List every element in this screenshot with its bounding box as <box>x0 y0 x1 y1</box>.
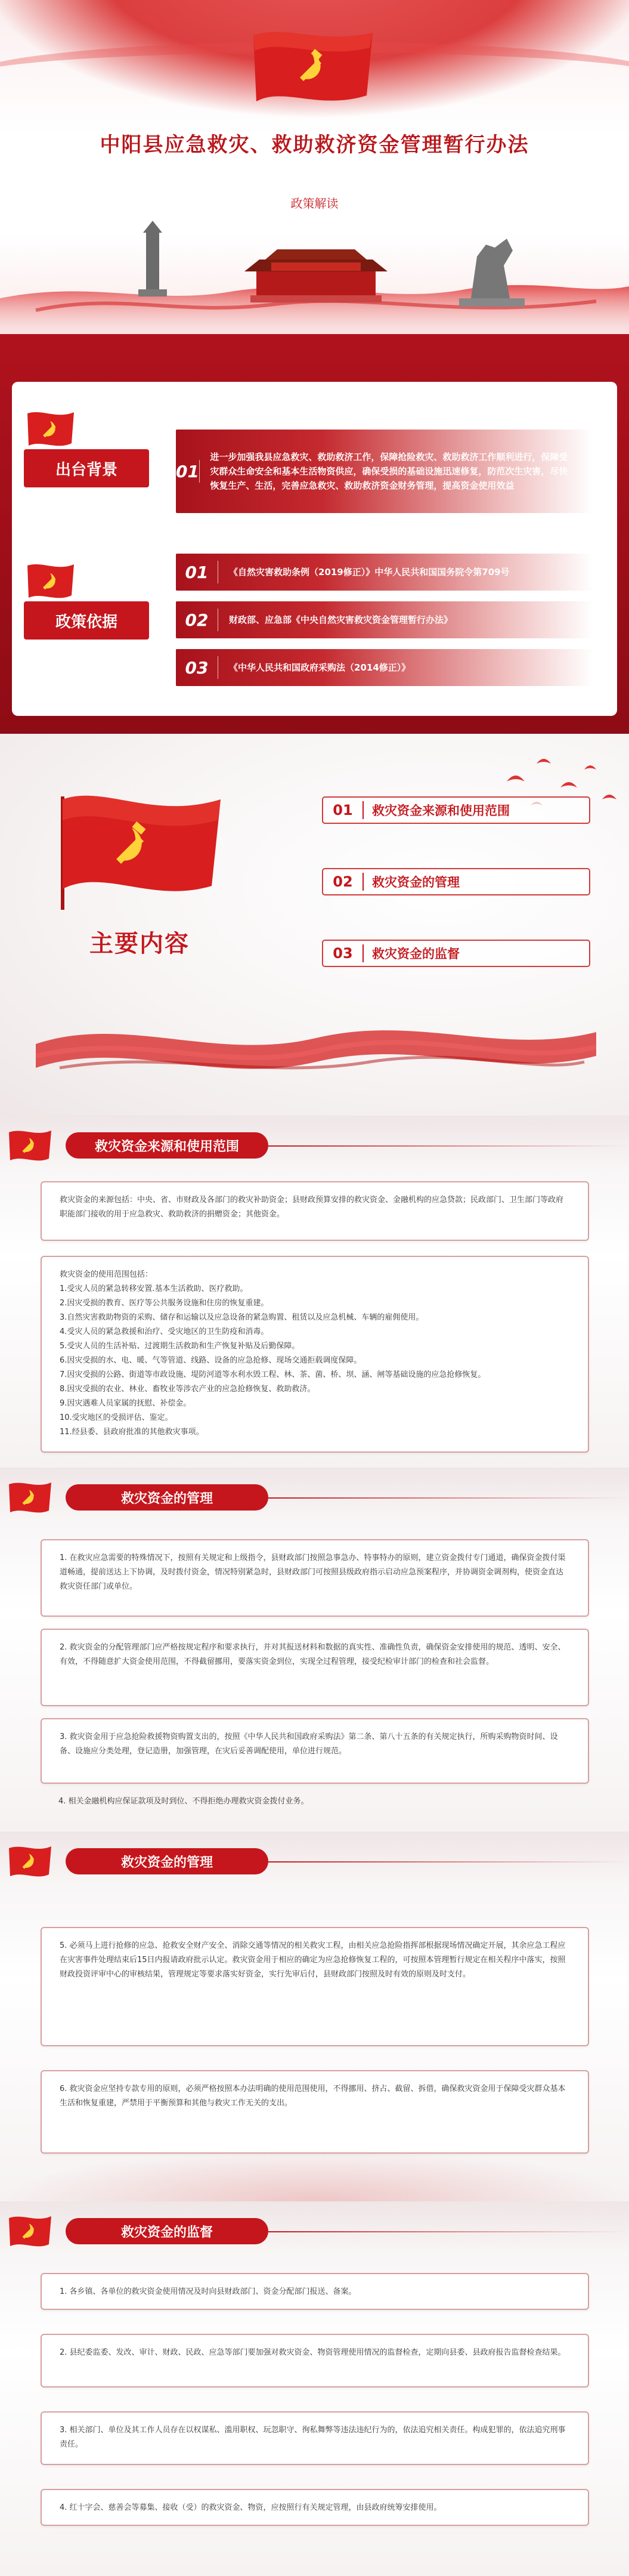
scope-item: 2.因灾受损的教育、医疗等公共服务设施和住房的恢复重建。 <box>60 1299 269 1308</box>
management-item-box <box>41 1629 589 1706</box>
party-flag-icon <box>24 561 78 603</box>
scope-item: 6.因灾受损的水、电、暖、气等管道、线路、设备的应急抢修、现场交通拒载调度保障。 <box>60 1356 362 1365</box>
management-text: 5. 必须马上进行抢修的应急、抢救安全财产安全、消除交通等情况的相关救灾工程，由相关应急抢险指挥部根据现场情况确定开展，其余应急工程应在灾害事件处理结束后15日内报请政府批示认定。救灾资金用于相应的确定为应急抢修恢复工程的，可按照本管理暂行规定在相关程序中落实，按照财政投资评审中心的审核结果，管理规定等要求落实好资金，实行先审后付，县财政部门按照及时有效的原则及时支付。 <box>60 1941 566 1979</box>
management-text: 4. 相关金融机构应保证款项及时到位、不得拒绝办理救灾资金拨付业务。 <box>58 1797 309 1806</box>
supervision-text: 2. 县纪委监委、发改、审计、财政、民政、应急等部门要加强对救灾资金、物资管理使用情况的监督检查，定期向县委、县政府报告监督检查结果。 <box>60 2348 566 2357</box>
management-text: 3. 救灾资金用于应急抢险救援物资购置支出的，按照《中华人民共和国政府采购法》第二条、第八十五条的有关规定执行，所购采购物资时间、设备、设施应分类处理，登记造册，加强管理，在灾后妥善调配使用，单位进行规范。 <box>60 1732 558 1756</box>
toc-divider <box>362 944 364 962</box>
basis-label: 政策依据 <box>24 601 149 640</box>
basis-number: 01 <box>185 562 209 582</box>
scope-item: 10.受灾地区的受损评估、鉴定。 <box>60 1413 173 1422</box>
supervision-text: 4. 红十字会、慈善会等募集、接收（受）的救灾资金、物资，应按照行有关规定管理，由县政府统筹安排使用。 <box>60 2503 442 2512</box>
party-flag-icon <box>24 409 78 450</box>
scope-item: 7.因灾受损的公路、街道等市政设施、堤防河道等水利水毁工程、林、茶、菌、桥、坝、涵、闸等基础设施的应急抢修恢复。 <box>60 1370 486 1379</box>
background-card <box>12 382 617 716</box>
scope-item: 8.因灾受损的农业、林业、畜牧业等涉农产业的应急抢修恢复、救助救济。 <box>60 1385 315 1394</box>
background-ribbon <box>176 430 593 513</box>
management-text: 6. 救灾资金应坚持专款专用的原则，必须严格按照本办法明确的使用范围使用，不得挪用、挤占、截留、拆借，确保救灾资金用于保障受灾群众基本生活和恢复重建，严禁用于平衡预算和其他与救灾工作无关的支出。 <box>60 2084 566 2108</box>
party-flag-icon <box>6 1843 54 1880</box>
scope-title: 救灾资金的使用范围包括： <box>60 1270 153 1279</box>
hero-section <box>0 0 629 334</box>
toc-number: 01 <box>333 802 353 818</box>
party-flag-icon <box>6 1128 54 1165</box>
party-flag-icon <box>6 2213 54 2250</box>
section-title: 救灾资金的管理 <box>66 1848 268 1874</box>
section-header <box>0 1116 629 1169</box>
section-title-line <box>268 1497 626 1499</box>
supervision-item-box <box>41 2273 589 2310</box>
management-text: 2. 救灾资金的分配管理部门应严格按规定程序和要求执行，并对其报送材料和数据的真实性、准确性负责，确保资金安排使用的规范、透明、安全、有效，不得随意扩大资金使用范围，不得截留挪用，要落实资金到位，实现全过程管理，接受纪检审计部门的检查和社会监督。 <box>60 1643 566 1666</box>
basis-ribbon-3 <box>176 649 593 686</box>
section-title-line <box>268 1861 626 1862</box>
toc-text: 救灾资金的监督 <box>372 947 460 961</box>
management-text: 1. 在救灾应急需要的特殊情况下，按照有关规定和上级指令，县财政部门按照急事急办、特事特办的原则，建立资金拨付专门通道，确保资金拨付渠道畅通，提前送达上下协调，及时拨付资金，情况特别紧急时，县财政部门可按照县级政府指示启动应急预案程序，并协调资金调剂构，使资金直达救灾资任部门或单位。 <box>60 1553 566 1591</box>
scope-item: 3.自然灾害救助物资的采购、储存和运输以及应急设备的紧急购置、租赁以及应急机械、车辆的雇佣使用。 <box>60 1313 424 1322</box>
background-text: 进一步加强我县应急救灾、救助救济工作，保障抢险救灾、救助救济工作顺利进行，保障受灾群众生命安全和基本生活物资供应，确保受损的基础设施迅速修复，防范次生灾害，尽快恢复生产、生活，完善应急救灾、救助救济资金财务管理，提高资金使用效益 <box>210 452 568 491</box>
toc-text: 救灾资金来源和使用范围 <box>372 804 510 818</box>
toc-divider <box>362 801 364 819</box>
scope-box <box>41 1256 589 1453</box>
basis-ribbon-2 <box>176 601 593 638</box>
scope-item: 5.受灾人员的生活补贴、过渡期生活救助和生产恢复补贴及后勤保障。 <box>60 1342 300 1351</box>
section-header <box>0 2201 629 2255</box>
toc-item-supervision[interactable] <box>322 940 590 967</box>
section-title-line <box>268 1145 626 1147</box>
scope-item: 11.经县委、县政府批准的其他救灾事项。 <box>60 1428 204 1437</box>
basis-number: 02 <box>185 610 209 630</box>
section-title: 救灾资金的管理 <box>66 1484 268 1511</box>
toc-number: 03 <box>333 945 353 962</box>
party-flag-icon <box>247 24 379 113</box>
source-text: 救灾资金的来源包括：中央、省、市财政及各部门的救灾补助资金；县财政预算安排的救灾资金、金融机构的应急贷款；民政部门、卫生部门等政府职能部门接收的用于应急救灾、救助救济的捐赠资金；其他资金。 <box>60 1196 564 1219</box>
basis-text: 《自然灾害救助条例（2019修正）》中华人民共和国国务院令第709号 <box>229 567 510 577</box>
party-flag-icon <box>6 1479 54 1516</box>
supervision-item-box <box>41 2334 589 2387</box>
toc-text: 救灾资金的管理 <box>372 875 460 889</box>
management-item-box <box>41 1718 589 1784</box>
toc-number: 02 <box>333 873 353 890</box>
basis-ribbon-1 <box>176 554 593 591</box>
scope-item: 9.因灾遇难人员家属的抚慰、补偿金。 <box>60 1399 191 1408</box>
section-title: 救灾资金来源和使用范围 <box>66 1132 268 1159</box>
supervision-item-box <box>41 2411 589 2465</box>
supervision-text: 3. 相关部门、单位及其工作人员存在以权谋私、滥用职权、玩忽职守、徇私舞弊等违法违纪行为的，依法追究相关责任。构成犯罪的，依法追究刑事责任。 <box>60 2426 566 2449</box>
red-ribbon-wave-icon <box>36 990 596 1080</box>
source-box <box>41 1181 589 1241</box>
section-management <box>0 1468 629 1831</box>
background-label-block <box>24 409 161 487</box>
management-item-box <box>41 1927 589 2046</box>
basis-number: 03 <box>185 657 209 678</box>
toc-section <box>0 734 629 1116</box>
section-sources-scope <box>0 1116 629 1468</box>
management-item-box <box>41 1539 589 1617</box>
basis-text: 财政部、应急部《中央自然灾害救灾资金管理暂行办法》 <box>229 614 453 625</box>
section-title-line <box>268 2231 626 2232</box>
page-subtitle: 政策解读 <box>290 196 339 211</box>
supervision-text: 1. 各乡镇、各单位的救灾资金使用情况及时向县财政部门、资金分配部门报送、备案。 <box>60 2287 357 2296</box>
toc-title: 主要内容 <box>89 930 190 957</box>
basis-label-block <box>24 561 161 640</box>
section-title: 救灾资金的监督 <box>66 2218 268 2244</box>
section-supervision <box>0 2201 629 2576</box>
section-header <box>0 1468 629 1521</box>
background-section <box>0 334 629 734</box>
section-header <box>0 1831 629 1885</box>
scope-item: 1.受灾人员的紧急转移安置.基本生活救助、医疗救助。 <box>60 1284 248 1293</box>
toc-item-management[interactable] <box>322 868 590 895</box>
scope-item: 4.受灾人员的紧急救援和治疗、受灾地区的卫生防疫和消毒。 <box>60 1327 269 1336</box>
party-flag-icon <box>45 790 224 910</box>
section-management-continued <box>0 1831 629 2201</box>
management-item-box <box>41 2070 589 2154</box>
toc-divider <box>362 873 364 891</box>
page-title: 中阳县应急救灾、救助救济资金管理暂行办法 <box>100 133 529 157</box>
background-number: 01 <box>176 461 199 481</box>
section-footer-glow <box>0 2148 629 2201</box>
toc-item-sources[interactable] <box>322 796 590 824</box>
tiananmen-scene-icon <box>0 215 629 334</box>
supervision-item-box <box>41 2489 589 2526</box>
basis-text: 《中华人民共和国政府采购法（2014修正）》 <box>229 662 411 673</box>
background-label: 出台背景 <box>24 449 149 487</box>
